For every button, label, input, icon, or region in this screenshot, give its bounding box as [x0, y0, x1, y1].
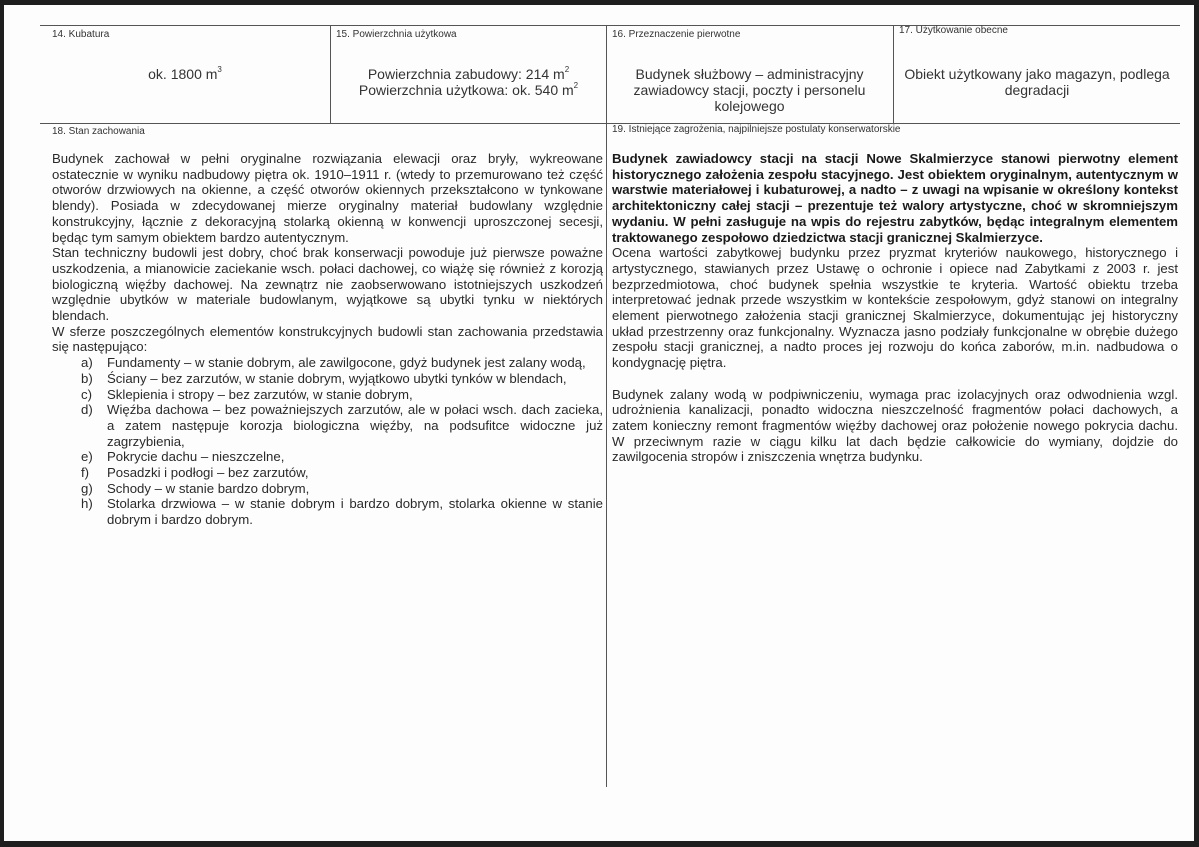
- list-marker: g): [81, 480, 93, 496]
- list-item-text: Więźba dachowa – bez poważniejszych zarzutów, ale w połaci wsch. dach zacieka, a zatem następuje korozja biologiczna więźby, na podsufitce widoczne już zagrzybienia,: [107, 402, 603, 449]
- przeznaczenie-value: Budynek służbowy – administracyjny zawiadowcy stacji, poczty i personelu kolejowego: [633, 66, 866, 114]
- zagrozenia-paragraph-3: Budynek zalany wodą w podpiwniczeniu, wymaga prac izolacyjnych oraz odwodnienia wzgl. udrożnienia kanalizacji, ponadto widoczna nieszczelność fragmentów połaci dachowych, a zatem konieczny remont fragmentów więźby dachowej oraz położenie nowego pokrycia dachu. W przeciwnym razie w ciągu kilku lat dach będzie całkowicie do wymiany, dojdzie do zawilgocenia stropów i zniszczenia wnętrza budynku.: [612, 386, 1178, 465]
- list-marker: h): [81, 496, 93, 512]
- stan-paragraph-3: W sferze poszczególnych elementów konstrukcyjnych budowli stan zachowania przedstawia się następująco:: [52, 323, 603, 355]
- list-marker: e): [81, 449, 93, 465]
- col-divider-3: [893, 25, 894, 123]
- przeznaczenie-label: 16. Przeznaczenie pierwotne: [612, 29, 741, 40]
- list-item: [52, 371, 603, 387]
- list-item: [52, 402, 603, 449]
- stan-body: [52, 151, 603, 528]
- kubatura-value: [40, 66, 330, 82]
- list-item: [52, 465, 603, 481]
- list-item: [52, 449, 603, 465]
- list-item-text: Fundamenty – w stanie dobrym, ale zawilgocone, gdyż budynek jest zalany wodą,: [107, 355, 586, 371]
- powierzchnia-value: [331, 66, 606, 98]
- sup-2: 2: [564, 65, 570, 74]
- list-item: [52, 387, 603, 403]
- powierzchnia-label: 15. Powierzchnia użytkowa: [336, 29, 457, 40]
- col-divider-2: [606, 25, 607, 787]
- list-marker: c): [81, 386, 92, 402]
- list-item: [52, 496, 603, 527]
- list-marker: d): [81, 402, 93, 418]
- stan-paragraph-1: Budynek zachował w pełni oryginalne rozwiązania elewacji oraz bryły, wykreowane ostatecznie w wyniku nadbudowy piętra ok. 1910–1911 r. (wtedy to przemurowano też część otworów drzwiowych na okienne, a część otworów okiennych przekształcono w tynkowane blendy). Posiada w zdecydowanej mierze oryginalny materiał budowlany względnie konstrukcyjny, łącznie z dekoracyjną stolarką okienną w konwencji uproszczonej secesji, będąc tym samym obiektem bardzo autentycznym.: [52, 151, 603, 245]
- list-item: [52, 481, 603, 497]
- list-item: [52, 355, 603, 371]
- stan-paragraph-2: Stan techniczny budowli jest dobry, choć brak konserwacji powoduje już pierwsze poważne uszkodzenia, a mianowicie zaciekanie wsch. połaci dachowej, co wiążę się również z korozją biologiczną więźby dachowej. Na zewnątrz nie zaobserwowano istotniejszych uszkodzeń względnie ubytków w materiale budowlanym, wyjątkowe są ubytki tynku w niektórych blendach.: [52, 245, 603, 324]
- powierzchnia-zabudowy: Powierzchnia zabudowy: 214 m: [367, 66, 565, 82]
- powierzchnia-uzytkowa: Powierzchnia użytkowa: ok. 540 m: [358, 82, 574, 98]
- kubatura-label: 14. Kubatura: [52, 29, 110, 40]
- stan-element-list: [52, 355, 603, 528]
- kubatura-sup: 3: [217, 65, 222, 74]
- stan-label: 18. Stan zachowania: [52, 126, 145, 137]
- list-item-text: Posadzki i podłogi – bez zarzutów,: [107, 465, 309, 481]
- kubatura-text: ok. 1800 m: [148, 66, 218, 82]
- zagrozenia-paragraph-1: Budynek zawiadowcy stacji na stacji Nowe Skalmierzyce stanowi pierwotny element historycznego założenia zespołu stacyjnego. Jest obiektem oryginalnym, autentycznym w warstwie materiałowej i kubaturowej, a nadto – z uwagi na wpisanie w określony kontekst architektoniczny całej stacji – prezentuje też walory artystyczne, choć w skromniejszym wydaniu. W pełni zasługuje na wpis do rejestru zabytków, będąc integralnym elementem traktowanego zespołowo dziedzictwa stacji granicznej Skalmierzyce.: [612, 151, 1178, 245]
- list-item-text: Pokrycie dachu – nieszczelne,: [107, 449, 285, 465]
- list-item-text: Schody – w stanie bardzo dobrym,: [107, 480, 310, 496]
- uzytkowanie-value: Obiekt użytkowany jako magazyn, podlega degradacji: [904, 66, 1170, 98]
- table-top-border: [40, 25, 1180, 26]
- list-item-text: Ściany – bez zarzutów, w stanie dobrym, wyjątkowo ubytki tynków w blendach,: [107, 370, 567, 386]
- list-item-text: Stolarka drzwiowa – w stanie dobrym i bardzo dobrym, stolarka okienne w stanie dobrym i bardzo dobrym.: [107, 496, 603, 528]
- zagrozenia-label: 19. Istniejące zagrożenia, najpilniejsze postulaty konserwatorskie: [612, 124, 901, 135]
- uzytkowanie-label: 17. Użytkowanie obecne: [899, 25, 1008, 36]
- zagrozenia-paragraph-2: Ocena wartości zabytkowej budynku przez pryzmat kryteriów naukowego, historycznego i artystycznego, stawianych przez Ustawę o ochronie i opiece nad Zabytkami z 2003 r. jest bezprzedmiotowa, choć budynek spełnia wszystkie te kryteria. Wartość obiektu trzeba interpretować jednak przede wszystkim w kontekście zespołowym, gdyż stanowi on integralny element pierwotnego założenia stacji granicznej Skalmierzyce, dokumentując jej historyczny układ przestrzenny oraz funkcjonalny. Wyznacza jasno podziały funkcjonalne w obrębie dużego zespołu stacji granicznej, a nadto proces jej rozwoju do końca zaborów, m.in. nadbudowa o kondygnację piętra.: [612, 245, 1178, 371]
- zagrozenia-body: [612, 151, 1178, 465]
- list-marker: b): [81, 370, 93, 386]
- list-marker: f): [81, 465, 90, 481]
- list-item-text: Sklepienia i stropy – bez zarzutów, w stanie dobrym,: [107, 386, 413, 402]
- list-marker: a): [81, 355, 93, 371]
- row-divider: [40, 123, 1180, 124]
- sup-2: 2: [573, 81, 579, 90]
